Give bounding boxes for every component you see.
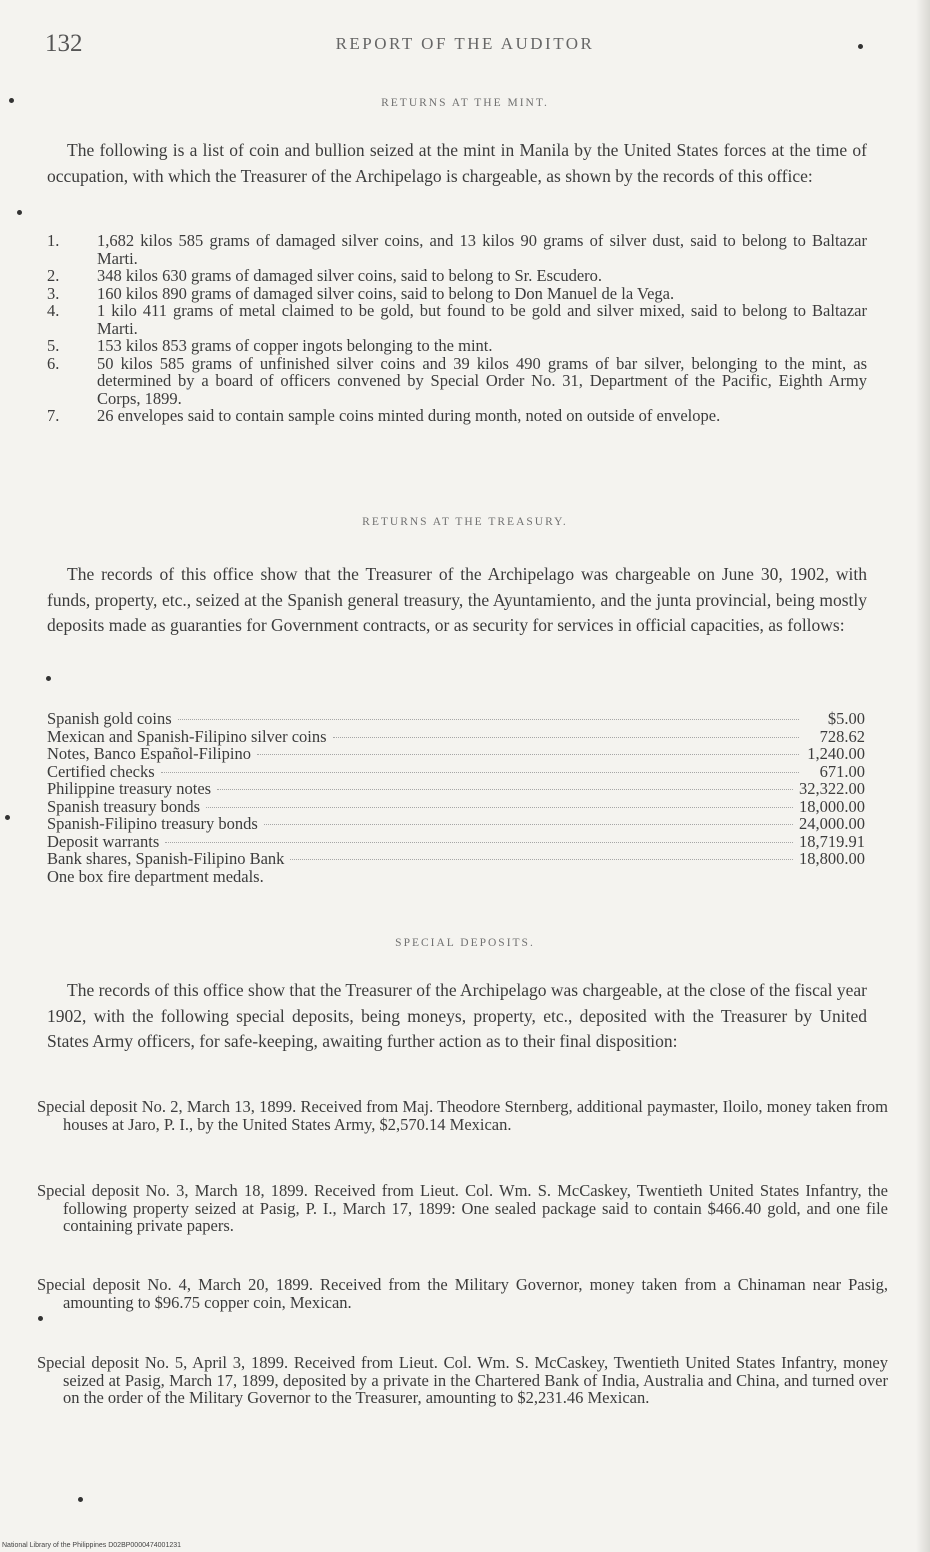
page-number: 132 xyxy=(45,30,83,57)
ledger-row: Mexican and Spanish-Filipino silver coins 728.62 xyxy=(47,726,865,746)
list-item: 1. 1,682 kilos 585 grams of damaged silver coins, and 13 kilos 90 grams of silver dust, said to belong to Baltazar Marti. xyxy=(47,231,867,268)
leader-dots xyxy=(206,807,793,808)
list-item: 6. 50 kilos 585 grams of unfinished silver coins and 39 kilos 490 grams of bar silver, belonging to the mint, as determined by a board of officers convened by Special Order No. 31, Department of the Pacific, Eighth Army Corps, 1899. xyxy=(47,353,867,408)
leader-dots xyxy=(290,859,793,860)
speck xyxy=(78,1497,83,1502)
special-deposit-item: Special deposit No. 5, April 3, 1899. Received from Lieut. Col. Wm. S. McCaskey, Twentieth United States Infantry, money seized at Pasig, March 17, 1899, deposited by a private in the Chartered Bank of India, Australia and China, and turned over on the order of the Military Governor to the Treasurer, amounting to $2,231.46 Mexican. xyxy=(37,1353,888,1407)
list-item: 4. 1 kilo 411 grams of metal claimed to be gold, but found to be gold and silver mixed, said to belong to Baltazar Marti. xyxy=(47,301,867,338)
list-item: 5. 153 kilos 853 grams of copper ingots belonging to the mint. xyxy=(47,336,493,355)
leader-dots xyxy=(178,719,799,720)
list-item: 2. 348 kilos 630 grams of damaged silver coins, said to belong to Sr. Escudero. xyxy=(47,266,603,285)
page-edge-shadow xyxy=(916,0,930,1552)
treasury-intro-paragraph: The records of this office show that the Treasurer of the Archipelago was chargeable on June 30, 1902, with funds, property, etc., seized at the Spanish general treasury, the Ayuntamiento, and the junta provincial, being mostly deposits made as guaranties for Government contracts, or as security for services in official capacities, as follows: xyxy=(47,564,867,635)
running-title: REPORT OF THE AUDITOR xyxy=(335,34,595,53)
leader-dots xyxy=(161,772,799,773)
leader-dots xyxy=(217,789,793,790)
special-deposit-item: Special deposit No. 4, March 20, 1899. Received from the Military Governor, money taken from a Chinaman near Pasig, amounting to $96.75 copper coin, Mexican. xyxy=(37,1275,888,1312)
special-deposit-item: Special deposit No. 3, March 18, 1899. Received from Lieut. Col. Wm. S. McCaskey, Twentieth United States Infantry, the following property seized at Pasig, P. I., March 17, 1899: One sealed package said to contain $466.40 gold, and one file containing private papers. xyxy=(37,1181,888,1235)
ledger-row: Deposit warrants 18,719.91 xyxy=(47,831,865,851)
speck xyxy=(46,676,51,681)
section-title-mint: RETURNS AT THE MINT. xyxy=(381,97,549,109)
mint-items-list xyxy=(47,232,867,425)
speck xyxy=(38,1316,43,1321)
special-intro-paragraph: The records of this office show that the Treasurer of the Archipelago was chargeable, at the close of the fiscal year 1902, with the following special deposits, being moneys, property, etc., deposited with the Treasurer by United States Army officers, for safe-keeping, awaiting further action as to their final disposition: xyxy=(47,980,867,1051)
ledger-row: Spanish gold coins $5.00 xyxy=(47,709,865,728)
ledger-note: One box fire department medals. xyxy=(47,866,264,886)
speck xyxy=(9,98,14,103)
ledger-row: Philippine treasury notes 32,322.00 xyxy=(47,779,865,798)
section-title-special: SPECIAL DEPOSITS. xyxy=(395,937,535,949)
treasury-ledger xyxy=(47,710,865,885)
list-item: 3. 160 kilos 890 grams of damaged silver coins, said to belong to Don Manuel de la Vega. xyxy=(47,283,675,303)
leader-dots xyxy=(333,737,799,738)
ledger-row: Certified checks 671.00 xyxy=(47,761,865,781)
speck xyxy=(5,815,10,820)
special-deposit-item: Special deposit No. 2, March 13, 1899. Received from Maj. Theodore Sternberg, additional paymaster, Iloilo, money taken from houses at Jaro, P. I., by the United States Army, $2,570.14 Mexican. xyxy=(37,1097,888,1134)
mint-intro-paragraph: The following is a list of coin and bullion seized at the mint in Manila by the United States forces at the time of occupation, with which the Treasurer of the Archipelago is chargeable, as shown by the records of this office: xyxy=(47,140,867,186)
ledger-row: Spanish treasury bonds 18,000.00 xyxy=(47,796,865,816)
leader-dots xyxy=(264,824,793,825)
ledger-row: Notes, Banco Español-Filipino 1,240.00 xyxy=(47,744,865,763)
section-title-treasury: RETURNS AT THE TREASURY. xyxy=(362,516,568,528)
ledger-row: Spanish-Filipino treasury bonds 24,000.00 xyxy=(47,814,865,833)
leader-dots xyxy=(165,842,793,843)
ledger-row: Bank shares, Spanish-Filipino Bank 18,800.00 xyxy=(47,849,865,868)
scan-credit: National Library of the Philippines D02BP0000474001231 xyxy=(2,1542,182,1549)
leader-dots xyxy=(257,754,799,755)
list-item: 7. 26 envelopes said to contain sample coins minted during month, noted on outside of envelope. xyxy=(47,406,721,425)
speck xyxy=(858,44,863,49)
speck xyxy=(17,210,22,215)
